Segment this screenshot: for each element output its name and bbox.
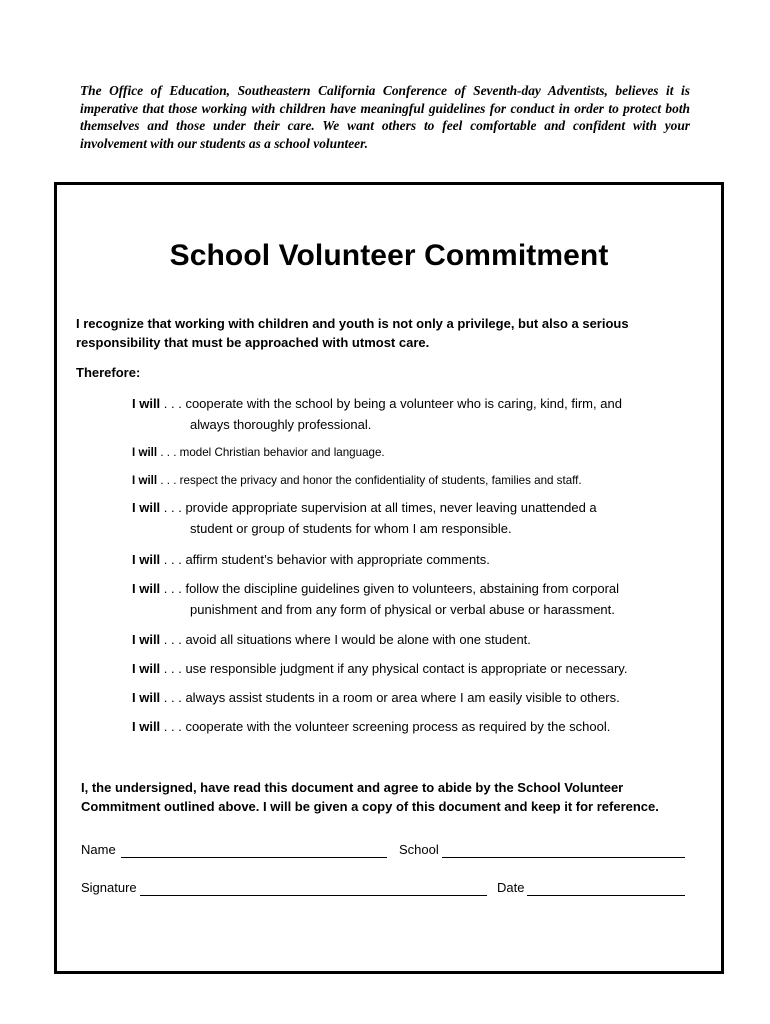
commitment-item: [132, 658, 672, 679]
commitment-item: [132, 497, 672, 539]
school-field[interactable]: [442, 857, 685, 858]
commitment-text: . . . model Christian behavior and language.: [157, 446, 385, 459]
name-field[interactable]: [121, 857, 387, 858]
commitment-lead: I will: [132, 446, 158, 459]
commitment-text: . . . affirm student’s behavior with appropriate comments.: [160, 552, 490, 567]
commitment-lead: I will: [132, 719, 161, 734]
form-title: School Volunteer Commitment: [169, 239, 609, 272]
commitment-text: . . . cooperate with the school by being a volunteer who is caring, kind, firm, and: [160, 396, 622, 411]
signature-field[interactable]: [140, 895, 487, 896]
commitment-lead: I will: [132, 474, 158, 487]
commitment-item: [132, 687, 672, 708]
commitment-form-box: [54, 182, 724, 974]
commitment-item: [132, 549, 672, 570]
intro-paragraph: The Office of Education, Southeastern California Conference of Seventh-day Adventists, believes it is imperative that those working with children have meaningful guidelines for conduct in order to protect both themselves and those under their care. We want others to feel comfortable and confident with your involvement with our students as a school volunteer.: [80, 83, 690, 151]
commitment-lead: I will: [132, 632, 161, 647]
commitment-text: . . . cooperate with the volunteer screening process as required by the school.: [160, 719, 611, 734]
therefore-label: Therefore:: [76, 365, 141, 380]
signature-label: Signature: [81, 880, 137, 895]
commitment-item: [132, 578, 672, 620]
commitment-lead: I will: [132, 581, 161, 596]
commitment-item: [132, 716, 672, 737]
commitment-text: . . . use responsible judgment if any physical contact is appropriate or necessary.: [160, 661, 628, 676]
commitment-lead: I will: [132, 500, 161, 515]
school-label: School: [399, 842, 439, 857]
commitment-text: . . . always assist students in a room or area where I am easily visible to others.: [160, 690, 620, 705]
commitment-text: . . . follow the discipline guidelines given to volunteers, abstaining from corporal: [160, 581, 620, 596]
recognize-statement: I recognize that working with children and youth is not only a privilege, but also a serious responsibility that must be approached with utmost care.: [76, 316, 629, 350]
commitment-text: . . . avoid all situations where I would be alone with one student.: [160, 632, 531, 647]
commitment-lead: I will: [132, 552, 161, 567]
commitment-continuation: always thoroughly professional.: [190, 417, 372, 432]
commitment-item: [132, 393, 672, 435]
commitment-continuation: student or group of students for whom I am responsible.: [190, 521, 512, 536]
commitment-item: [132, 629, 672, 650]
commitment-text: . . . provide appropriate supervision at all times, never leaving unattended a: [160, 500, 597, 515]
commitment-item: [132, 470, 672, 491]
commitment-text: . . . respect the privacy and honor the confidentiality of students, families and staff.: [157, 474, 582, 487]
date-label: Date: [497, 880, 525, 895]
agreement-statement: I, the undersigned, have read this document and agree to abide by the School Volunteer Commitment outlined above. I will be given a copy of this document and keep it for reference.: [81, 780, 659, 814]
commitment-lead: I will: [132, 690, 161, 705]
commitment-lead: I will: [132, 661, 161, 676]
commitment-continuation: punishment and from any form of physical or verbal abuse or harassment.: [190, 602, 615, 617]
date-field[interactable]: [527, 895, 685, 896]
name-label: Name: [81, 842, 116, 857]
commitment-lead: I will: [132, 396, 161, 411]
commitment-item: [132, 442, 672, 463]
